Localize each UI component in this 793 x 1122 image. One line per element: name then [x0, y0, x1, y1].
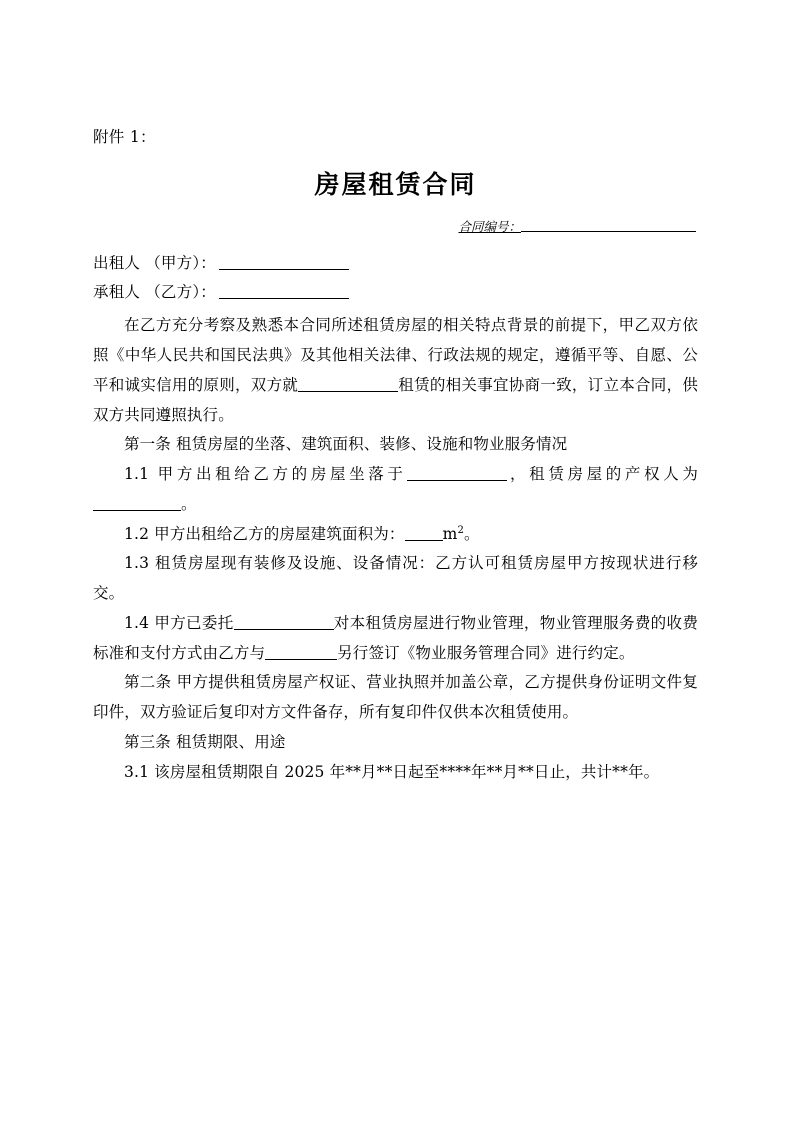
- item-1-2-text-part2: 。: [463, 524, 480, 543]
- article-3-heading: 第三条 租赁期限、用途: [124, 732, 286, 751]
- item-1-2-unit: m: [442, 524, 458, 543]
- item-1-2-area-blank[interactable]: [405, 527, 443, 541]
- item-1-3: 1.3 租赁房屋现有装修及设施、设备情况：乙方认可租赁房屋甲方按现状进行移交。: [93, 554, 698, 603]
- item-3-1: 3.1 该房屋租赁期限自 2025 年**月**日起至****年**月**日止，共计**年。: [124, 762, 660, 781]
- contract-number-label: 合同编号：: [458, 218, 521, 234]
- contract-number-blank[interactable]: [521, 219, 696, 232]
- item-1-4-text-part3: 另行签订《物业服务管理合同》进行约定。: [337, 643, 635, 662]
- item-1-4: [93, 609, 698, 669]
- item-1-4-text-part2: 对本租赁房屋进行物业管理，物业管理服务费的收费标准和支付方式由乙方与: [93, 613, 698, 662]
- contract-number-line: [93, 217, 698, 235]
- item-1-4-text-part1: 1.4 甲方已委托: [124, 613, 234, 632]
- item-1-1-text-part2: ，租赁房屋的产权人为: [506, 465, 698, 484]
- item-1-1-text-part3: 。: [181, 494, 197, 513]
- item-1-2: [93, 520, 698, 550]
- item-1-1-location-blank[interactable]: [407, 467, 507, 481]
- lessor-line: [93, 249, 698, 278]
- item-1-1-text-part1: 1.1 甲方出租给乙方的房屋坐落于: [124, 465, 407, 484]
- lessee-label: 承租人 （乙方）：: [93, 283, 216, 302]
- item-1-1-owner-blank[interactable]: [93, 497, 181, 511]
- page-title: 房屋租赁合同: [314, 169, 477, 199]
- article-1-heading: 第一条 租赁房屋的坐落、建筑面积、装修、设施和物业服务情况: [124, 435, 568, 454]
- preamble-text-part2: 租赁的相关事宜协商一致，订立本合同，供双方共同遵照执行。: [93, 375, 698, 424]
- article-2: 第二条 甲方提供租赁房屋产权证、营业执照并加盖公章，乙方提供身份证明文件复印件，双方验证后复印对方文件备存，所有复印件仅供本次租赁使用。: [93, 673, 698, 722]
- item-1-2-unit-exponent: 2: [457, 524, 464, 536]
- item-1-1: [93, 460, 698, 520]
- lessee-line: [93, 278, 698, 307]
- lessor-label: 出租人 （甲方）：: [93, 253, 216, 272]
- item-1-2-text-part1: 1.2 甲方出租给乙方的房屋建筑面积为：: [124, 524, 405, 543]
- attachment-label: 附件 1：: [93, 128, 156, 146]
- preamble-paragraph: [93, 311, 698, 430]
- preamble-blank[interactable]: [298, 378, 398, 392]
- item-1-4-party-blank[interactable]: [265, 646, 337, 660]
- lessor-blank[interactable]: [219, 256, 349, 270]
- item-1-4-manager-blank[interactable]: [234, 616, 334, 630]
- lessee-blank[interactable]: [219, 285, 349, 299]
- preamble-text-part1: 在乙方充分考察及熟悉本合同所述租赁房屋的相关特点背景的前提下，甲乙双方依照《中华人民共和国民法典》及其他相关法律、行政法规的规定，遵循平等、自愿、公平和诚实信用的原则，双方就: [93, 316, 698, 394]
